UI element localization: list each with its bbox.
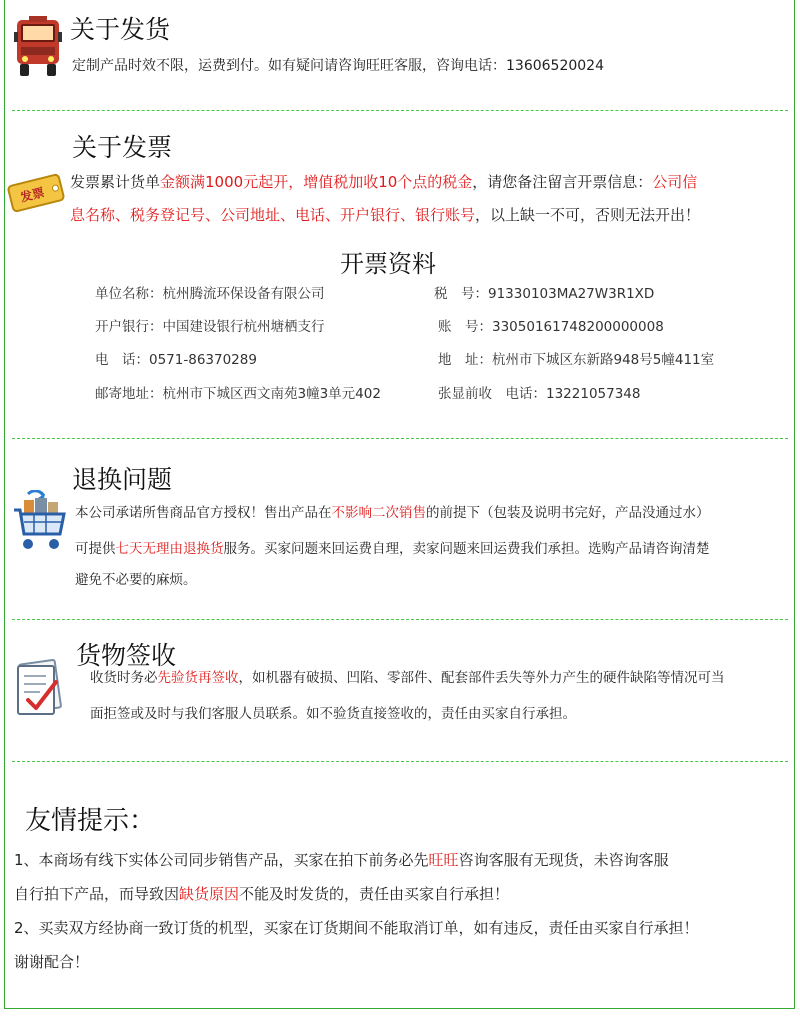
- returns-line-1: [75, 505, 710, 521]
- returns-highlight: 不影响二次销售: [331, 505, 426, 521]
- section-divider: [12, 761, 788, 762]
- invoice-rule-highlight: 息名称、税务登记号、公司地址、电话、开户银行、银行账号: [70, 206, 476, 224]
- returns-line-3: 避免不必要的麻烦。: [75, 572, 197, 588]
- invoice-rule-highlight: 金额满1000元起开，增值税加收10个点的税金: [160, 173, 473, 191]
- truck-icon: [14, 14, 62, 80]
- returns-title: 退换问题: [72, 465, 173, 494]
- receipt-line-1: [90, 670, 725, 686]
- tips-text: 不能及时发货的，责任由买家自行承担！: [239, 885, 510, 903]
- returns-text: 的前提下（包装及说明书完好，产品没通过水）: [426, 505, 710, 521]
- invoice-tag-icon: [6, 172, 66, 214]
- returns-line-2: [75, 541, 710, 557]
- receipt-title: 货物签收: [76, 641, 177, 670]
- receipt-line-2: 面拒签或及时与我们客服人员联系。如不验货直接签收的，责任由买家自行承担。: [90, 706, 576, 722]
- invoice-rule-line-1: [70, 174, 697, 190]
- invoice-rule-line-2: [70, 207, 700, 223]
- invoice-company-name: 单位名称：杭州腾流环保设备有限公司: [95, 286, 325, 302]
- invoice-rule-text: ，请您备注留言开票信息：: [472, 173, 653, 191]
- invoice-phone: 电 话：0571-86370289: [95, 352, 257, 368]
- tips-line-4: 谢谢配合！: [14, 953, 90, 971]
- tips-highlight: 缺货原因: [179, 885, 240, 903]
- tips-line-2: [14, 886, 509, 902]
- invoice-info-title: 开票资料: [340, 250, 436, 278]
- receipt-text: 收货时务必: [90, 670, 158, 686]
- tips-text: 咨询客服有无现货，未咨询客服: [458, 851, 669, 869]
- tips-highlight: 旺旺: [428, 851, 459, 869]
- invoice-rule-text: 发票累计货单: [70, 173, 161, 191]
- invoice-title: 关于发票: [72, 133, 173, 162]
- section-divider: [12, 438, 788, 439]
- receipt-highlight: 先验货再签收: [157, 670, 239, 686]
- shipping-text: 定制产品时效不限，运费到付。如有疑问请咨询旺旺客服，咨询电话：13606520024: [72, 58, 604, 74]
- tips-text: 1、本商场有线下实体公司同步销售产品，买家在拍下前务必先: [14, 851, 429, 869]
- invoice-tax-number: 税 号：91330103MA27W3R1XD: [434, 286, 655, 302]
- invoice-mail-address: 邮寄地址：杭州市下城区西文南苑3幢3单元402: [95, 386, 381, 402]
- tips-line-1: [14, 852, 669, 868]
- invoice-rule-text: ，以上缺一不可，否则无法开出！: [475, 206, 701, 224]
- invoice-account: 账 号：33050161748200000008: [438, 319, 664, 335]
- returns-text: 可提供: [75, 541, 116, 557]
- invoice-address: 地 址：杭州市下城区东新路948号5幢411室: [438, 352, 715, 368]
- invoice-tag-label: 发票: [19, 185, 46, 205]
- section-divider: [12, 110, 788, 111]
- returns-text: 本公司承诺所售商品官方授权！售出产品在: [75, 505, 332, 521]
- tips-title: 友情提示：: [25, 806, 156, 836]
- shipping-title: 关于发货: [70, 15, 171, 44]
- invoice-bank: 开户银行：中国建设银行杭州塘栖支行: [95, 319, 325, 335]
- invoice-contact: 张显前收 电话：13221057348: [438, 386, 641, 402]
- tips-line-3: 2、买卖双方经协商一致订货的机型，买家在订货期间不能取消订单，如有违反，责任由买家自行承担！: [14, 919, 699, 937]
- receipt-text: ，如机器有破损、凹陷、零部件、配套部件丢失等外力产生的硬件缺陷等情况可当: [238, 670, 725, 686]
- section-divider: [12, 619, 788, 620]
- invoice-rule-highlight: 公司信: [652, 173, 698, 191]
- tips-text: 自行拍下产品，而导致因: [14, 885, 180, 903]
- sign-document-icon: [12, 656, 68, 720]
- returns-highlight: 七天无理由退换货: [115, 541, 224, 557]
- returns-text: 服务。买家问题来回运费自理，卖家问题来回运费我们承担。选购产品请咨询清楚: [223, 541, 710, 557]
- shopping-cart-icon: [10, 490, 68, 554]
